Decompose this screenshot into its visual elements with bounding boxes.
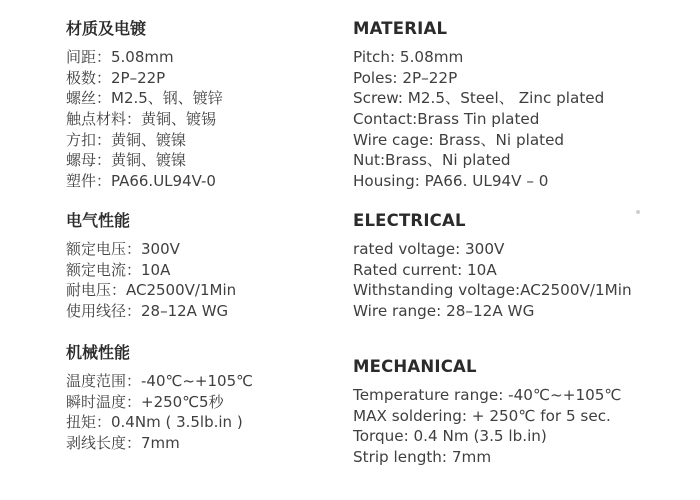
en-housing: Housing: PA66. UL94V – 0 <box>353 172 549 191</box>
cn-nut: 螺母：黄铜、镀镍 <box>66 151 187 170</box>
en-wire-cage: Wire cage: Brass、Ni plated <box>353 130 565 149</box>
en-material-heading: MATERIAL <box>353 19 448 38</box>
cn-max-soldering: 瞬时温度：+250℃5秒 <box>66 392 224 411</box>
cn-mechanical-section <box>66 342 336 454</box>
cn-poles: 极数：2P–22P <box>66 68 166 87</box>
cn-torque: 扭矩：0.4Nm ( 3.5lb.in ) <box>66 413 243 432</box>
cn-rated-current: 额定电流：10A <box>66 260 171 279</box>
cn-wire-range: 使用线径：28–12A WG <box>66 302 229 321</box>
en-mechanical-heading: MECHANICAL <box>353 357 477 376</box>
en-contact: Contact:Brass Tin plated <box>353 110 540 129</box>
cn-rated-voltage: 额定电压：300V <box>66 240 180 258</box>
en-material-section <box>353 18 693 192</box>
en-strip-length: Strip length: 7mm <box>353 448 492 467</box>
cn-temperature-range: 温度范围：-40℃~+105℃ <box>66 372 253 390</box>
scan-speck-decoration <box>636 210 640 214</box>
en-poles: Poles: 2P–22P <box>353 68 458 87</box>
cn-contact: 触点材料：黄铜、镀锡 <box>66 110 217 129</box>
cn-screw: 螺丝：M2.5、钢、镀锌 <box>66 89 223 108</box>
cn-electrical-section <box>66 210 336 322</box>
en-screw: Screw: M2.5、Steel、 Zinc plated <box>353 89 605 108</box>
cn-electrical-heading: 电气性能 <box>66 211 131 230</box>
cn-material-section <box>66 18 336 192</box>
en-max-soldering: MAX soldering: + 250℃ for 5 sec. <box>353 406 611 425</box>
en-rated-current: Rated current: 10A <box>353 260 497 279</box>
cn-strip-length: 剥线长度：7mm <box>66 434 180 453</box>
en-electrical-section <box>353 210 693 322</box>
en-rated-voltage: rated voltage: 300V <box>353 240 505 258</box>
cn-withstanding-voltage: 耐电压：AC2500V/1Min <box>66 281 237 300</box>
cn-pitch: 间距：5.08mm <box>66 48 174 66</box>
en-pitch: Pitch: 5.08mm <box>353 48 464 66</box>
cn-mechanical-heading: 机械性能 <box>66 343 131 362</box>
en-wire-range: Wire range: 28–12A WG <box>353 302 535 321</box>
en-torque: Torque: 0.4 Nm (3.5 lb.in) <box>353 427 547 446</box>
en-mechanical-section <box>353 356 693 468</box>
cn-wire-cage: 方扣：黄铜、镀镍 <box>66 130 187 149</box>
cn-housing: 塑件：PA66.UL94V-0 <box>66 172 216 191</box>
cn-material-heading: 材质及电镀 <box>66 19 147 38</box>
en-nut: Nut:Brass、Ni plated <box>353 151 511 170</box>
en-temperature-range: Temperature range: -40℃~+105℃ <box>353 386 622 404</box>
en-withstanding-voltage: Withstanding voltage:AC2500V/1Min <box>353 281 632 300</box>
en-electrical-heading: ELECTRICAL <box>353 211 466 230</box>
